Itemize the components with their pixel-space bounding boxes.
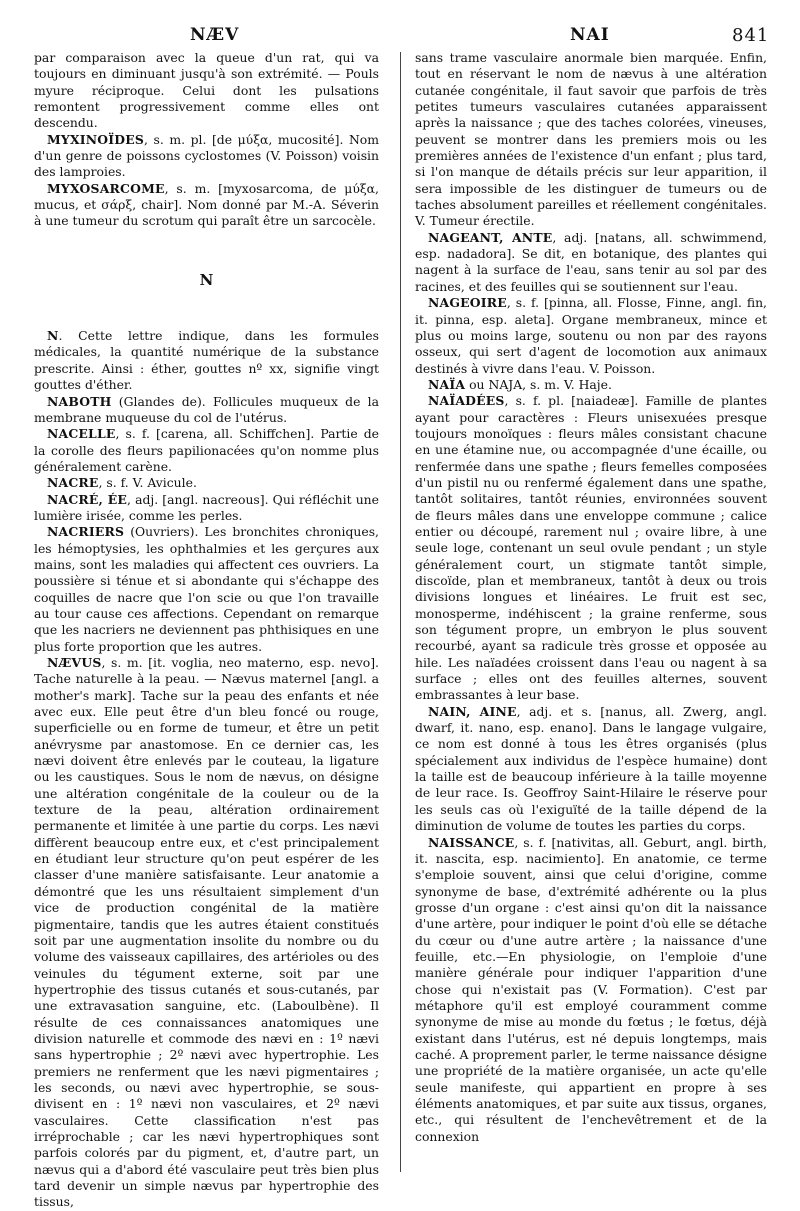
entry-headword: MYXINOÏDES [47, 131, 145, 147]
entry-definition: (Glandes de). Follicules muqueux de la membrane muqueuse du col de l'utérus. [34, 393, 379, 425]
entry-definition: sans trame vasculaire anormale bien marquée. Enfin, tout en réservant le nom de nævus à une altération cutanée congénitale, il faut savoir que parfois de très petites tumeurs vasculaires cutanées apparaissent après la naissance ; que des taches colorées, vineuses, peuvent se montrer dans les premiers mois ou les premières années de l'existence d'un enfant ; plus tard, si l'on manque de détails précis sur leur apparition, il sera impossible de les distinguer de tumeurs ou de taches absolument pareilles et réellement congénitales. V. Tumeur érectile. [415, 50, 767, 229]
entry-definition: , s. f. V. Avicule. [98, 475, 197, 491]
left-column [34, 50, 379, 1211]
page-number: 841 [732, 25, 770, 46]
dictionary-entry [34, 181, 379, 230]
entry-headword: NACELLE [47, 426, 116, 442]
entry-definition: , s. f. [carena, all. Schiffchen]. Partie de la corolle des fleurs papilionacées qu'on nomme plus généralement carène. [34, 426, 379, 474]
entry-definition: ou NAJA, s. m. V. Haje. [465, 376, 612, 392]
entry-headword: NACRE [47, 475, 99, 491]
entry-definition: , s. f. pl. [naiadeæ]. Famille de plantes ayant pour caractères : Fleurs unisexuées presque toujours monoïques : fleurs mâles consistant chacune en une étamine nue, ou accompagnée d'une écaille, ou renfermée dans une spathe ; fleurs femelles composées d'un pistil nu ou renfermé également dans une spathe, tantôt solitaires, tantôt réunies, environnées souvent de fleurs mâles dans une enveloppe commune ; calice entier ou découpé, rarement nul ; ovaire libre, à une seule loge, contenant un seul ovule pendant ; un style généralement court, un stigmate tantôt simple, discoïde, plan et membraneux, tantôt à deux ou trois divisions longues et linéaires. Le fruit est sec, monosperme, indéhiscent ; la graine renferme, sous son tégument propre, un embryon le plus souvent recourbé, ayant sa radicule très grosse et opposée au hile. Les naïadées croissent dans l'eau ou nagent à sa surface ; elles ont des feuilles alternes, souvent embrassantes à leur base. [415, 393, 767, 703]
dictionary-entry [415, 704, 767, 835]
dictionary-entry [415, 393, 767, 704]
running-head-right: NAI [570, 25, 610, 45]
section-letter: N [199, 270, 214, 289]
right-column [415, 50, 767, 1145]
entry-definition: , adj. [angl. nacreous]. Qui réfléchit une lumière irisée, comme les perles. [34, 491, 379, 523]
entry-headword: NACRIERS [47, 524, 125, 540]
entry-headword: NACRÉ, ÉE [47, 491, 128, 507]
entry-headword: NAGEANT, ANTE [428, 229, 553, 245]
entry-definition: (Ouvriers). Les bronchites chroniques, les hémoptysies, les ophthalmies et les gerçures aux mains, sont les maladies qui affectent ces ouvriers. La poussière si ténue et si abondante qui s'échappe des coquilles de nacre que l'on scie ou que l'on travaille au tour cause ces affections. Cependant on remarque que les nacriers ne deviennent pas phthisiques en une plus forte proportion que les autres. [34, 524, 379, 654]
entry-definition: . Cette lettre indique, dans les formules médicales, la quantité numérique de la substance prescrite. Ainsi : éther, gouttes nº xx, signifie vingt gouttes d'éther. [34, 328, 379, 393]
entry-definition: , s. f. [nativitas, all. Geburt, angl. birth, it. nascita, esp. nacimiento]. En anatomie, ce terme s'emploie souvent, ainsi que celui d'origine, comme synonyme de base, d'extrémité adhérente ou la plus grosse d'un organe : c'est ainsi qu'on dit la naissance d'une artère, pour indiquer le point d'où elle se détache du cœur ou d'une autre artère ; la naissance d'une feuille, etc.—En physiologie, on l'emploie d'une manière générale pour indiquer l'apparition d'une chose qui n'existait pas (V. Formation). C'est par métaphore qu'il est employé couramment comme synonyme de mise au monde du fœtus ; le fœtus, déjà existant dans l'utérus, est né depuis longtemps, mais caché. A proprement parler, le terme naissance désigne une propriété de la matière organisée, un acte qu'elle seule manifeste, qui appartient en propre à ses éléments anatomiques, et par suite aux tissus, organes, etc., qui résultent de l'enchevêtrement et de la connexion [415, 834, 767, 1144]
entry-headword: NAÏADÉES [428, 393, 505, 409]
dictionary-entry [34, 524, 379, 655]
entry-headword: NAÏA [428, 376, 466, 392]
entry-headword: NABOTH [47, 393, 112, 409]
entry-headword: MYXOSARCOME [47, 180, 165, 196]
dictionary-entry [34, 492, 379, 525]
column-divider [400, 52, 401, 1172]
dictionary-entry [34, 475, 379, 491]
entry-headword: NÆVUS [47, 655, 102, 670]
dictionary-entry [34, 394, 379, 427]
dictionary-entry [34, 655, 379, 1211]
entry-definition: , adj. [natans, all. schwimmend, esp. nadadora]. Se dit, en botanique, des plantes qui nagent à la surface de l'eau, sans tenir au sol par des racines, et des feuilles qui se soutiennent sur l'eau. [415, 229, 767, 294]
dictionary-entry [34, 50, 379, 132]
dictionary-entry [415, 230, 767, 295]
entry-definition: , adj. et s. [nanus, all. Zwerg, angl. dwarf, it. nano, esp. enano]. Dans le langage vulgaire, ce nom est donné à tous les êtres organisés (plus spécialement aux individus de l'espèce humaine) dont la taille est de beaucoup inférieure à la taille moyenne de leur race. Is. Geoffroy Saint-Hilaire le réserve pour les seuls cas où l'exiguïté de la taille dépend de la diminution de volume de toutes les parties du corps. [415, 703, 767, 834]
entry-definition: , s. m. pl. [de μύξα, mucosité]. Nom d'un genre de poissons cyclostomes (V. Poisson) voisin des lamproies. [34, 131, 379, 180]
running-head-left: NÆV [190, 25, 240, 45]
entry-definition: , s. m. [it. voglia, neo materno, esp. nevo]. Tache naturelle à la peau. — Nævus maternel [angl. a mother's mark]. Tache sur la peau des enfants et née avec eux. Elle peut être d'un bleu foncé ou rouge, superficielle ou en forme de tumeur, et être un petit anévrysme par anastomose. En ce dernier cas, les nævi doivent être enlevés par le couteau, la ligature ou les caustiques. Sous le nom de nævus, on désigne une altération congénitale de la couleur ou de la texture de la peau, altération ordinairement permanente et limitée à une partie du corps. Les nævi diffèrent beaucoup entre eux, et c'est principalement en étudiant leur structure qu'on peut espérer de les classer d'une manière satisfaisante. Leur anatomie a démontré que les uns résultaient simplement d'un vice de production congénital de la matière pigmentaire, tandis que les autres étaient constitués soit par une augmentation insolite du nombre ou du volume des vaisseaux capillaires, des artérioles ou des veinules du tégument externe, soit par une hypertrophie des tissus cutanés et sous-cutanés, par une extravasation sanguine, etc. (Laboulbène). Il résulte de ces connaissances anatomiques une division naturelle et commode des nævi en : 1º nævi sans hypertrophie ; 2º nævi avec hypertrophie. Les premiers ne renferment que les nævi pigmentaires ; les seconds, ou nævi avec hypertrophie, se sous-divisent en : 1º nævi non vasculaires, et 2º nævi vasculaires. Cette classification n'est pas irréprochable ; car les nævi hypertrophiques sont parfois colorés par du pigment, et, d'autre part, un nævus qui a d'abord été vasculaire peut très bien plus tard devenir un simple nævus par hypertrophie des tissus, [34, 655, 379, 1210]
entry-headword: NAISSANCE [428, 834, 515, 850]
entry-definition: , s. f. [pinna, all. Flosse, Finne, angl. fin, it. pinna, esp. aleta]. Organe membraneux, mince et plus ou moins large, soutenu ou non par des rayons osseux, qui sert d'agent de locomotion aux animaux destinés à vivre dans l'eau. V. Poisson. [415, 295, 767, 376]
dictionary-entry [415, 377, 767, 393]
dictionary-entry [34, 132, 379, 181]
dictionary-entry [34, 426, 379, 475]
entry-headword: NAIN, AINE [428, 703, 517, 719]
dictionary-entry [415, 50, 767, 230]
entry-definition: par comparaison avec la queue d'un rat, qui va toujours en diminuant jusqu'à son extrémité. — Pouls myure réciproque. Celui dont les pulsations remontent progressivement comme elles ont descendu. [34, 50, 379, 131]
entry-headword: NAGEOIRE [428, 295, 507, 311]
dictionary-entry [34, 328, 379, 393]
entry-headword: N [47, 328, 59, 344]
dictionary-entry [415, 295, 767, 377]
entry-definition: , s. m. [myxosarcoma, de μύξα, mucus, et σάρξ, chair]. Nom donné par M.-A. Séverin à une tumeur du scrotum qui paraît être un sarcocèle. [34, 180, 379, 229]
dictionary-entry [415, 835, 767, 1146]
